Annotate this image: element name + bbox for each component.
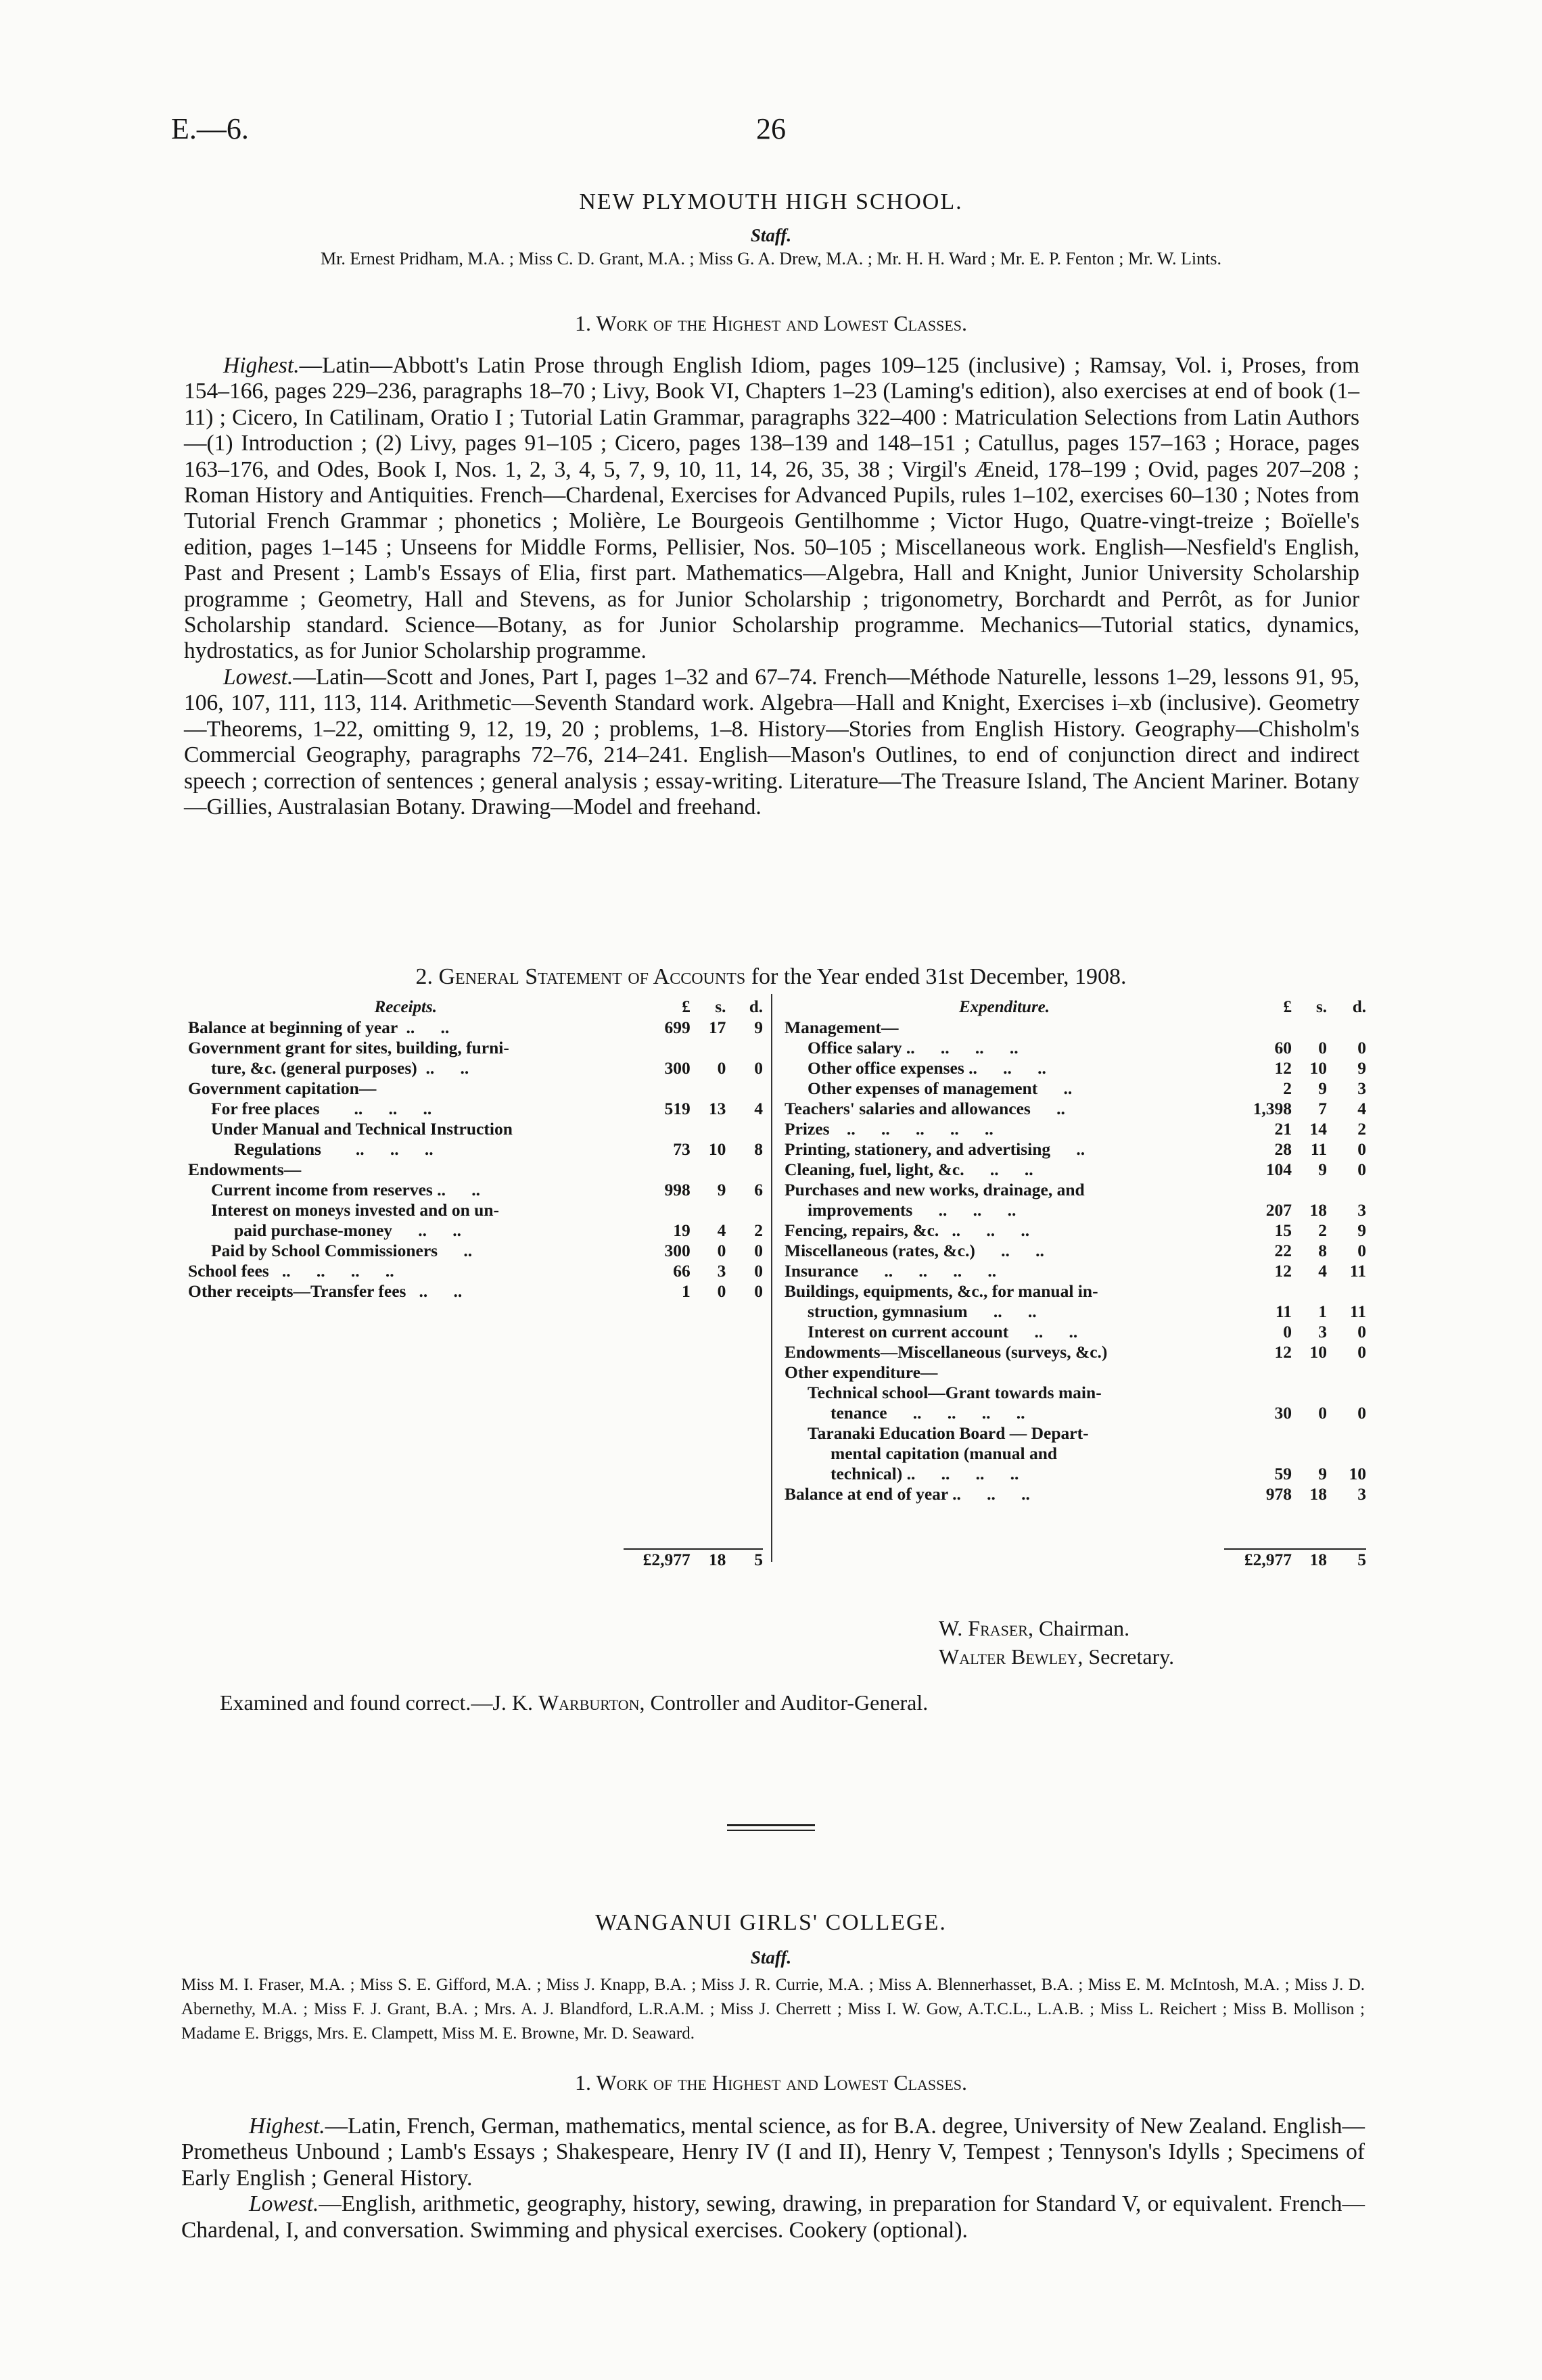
account-label: Fencing, repairs, &c. .. .. .. — [785, 1220, 1030, 1240]
expenditure-heading: Expenditure. — [958, 998, 1050, 1016]
amount-pounds: 300 — [664, 1058, 691, 1078]
account-row — [785, 1403, 1366, 1423]
amount-pounds: 519 — [664, 1099, 691, 1118]
amount-shillings: 4 — [717, 1220, 726, 1240]
amount-shillings: 10 — [1309, 1342, 1327, 1362]
account-row — [188, 1160, 763, 1180]
amount-shillings — [691, 1200, 726, 1220]
account-row — [188, 1220, 763, 1241]
amount-shillings: 3 — [717, 1261, 726, 1281]
amount-pence: 9 — [1357, 1220, 1366, 1240]
amount-pence: 0 — [1357, 1342, 1366, 1362]
expenditure-total-pounds: £2,977 — [1224, 1549, 1292, 1570]
amount-pence: 2 — [1357, 1119, 1366, 1139]
account-row — [785, 1180, 1366, 1200]
receipts-heading: Receipts. — [374, 998, 437, 1016]
account-label: Regulations .. .. .. — [234, 1139, 434, 1159]
amount-shillings: 8 — [1318, 1241, 1327, 1260]
auditor-role: , Controller and Auditor-General. — [639, 1690, 929, 1715]
account-label: Under Manual and Technical Instruction — [211, 1119, 513, 1139]
school-title-new-plymouth: NEW PLYMOUTH HIGH SCHOOL. — [579, 189, 963, 214]
amount-pounds — [1224, 1180, 1292, 1200]
amount-pence: 9 — [754, 1018, 763, 1037]
account-label: Teachers' salaries and allowances .. — [785, 1099, 1065, 1118]
amount-pence: 8 — [754, 1139, 763, 1159]
account-label: Paid by School Commissioners .. — [211, 1241, 473, 1260]
amount-pounds — [624, 1078, 691, 1099]
amount-pence: 0 — [754, 1058, 763, 1078]
amount-pounds: 59 — [1274, 1464, 1292, 1483]
amount-pounds — [1224, 1423, 1292, 1444]
account-row — [785, 1464, 1366, 1484]
account-row — [785, 1119, 1366, 1139]
amount-pence: 2 — [754, 1220, 763, 1240]
amount-shillings: 13 — [708, 1099, 726, 1118]
amount-pounds — [1224, 1383, 1292, 1403]
account-row — [785, 1484, 1366, 1504]
highest-text: —Latin, French, German, mathematics, mental science, as for B.A. degree, University of New Zealand. English—Prometheus Unbound ; Lamb's Essays ; Shakespeare, Henry IV (I and II), Henry V, Tempest ; Tennyson's Idylls ; Specimens of Early English ; General History. — [181, 2114, 1365, 2191]
account-label: improvements .. .. .. — [808, 1200, 1017, 1220]
col-pence: d. — [749, 998, 763, 1016]
account-label: Management— — [785, 1018, 899, 1037]
amount-pence — [1327, 1362, 1366, 1383]
amount-pence: 10 — [1349, 1464, 1366, 1483]
account-label: Technical school—Grant towards main- — [808, 1383, 1102, 1402]
amount-pounds: 1 — [681, 1281, 691, 1301]
account-label: Printing, stationery, and advertising .. — [785, 1139, 1085, 1159]
amount-shillings — [691, 1160, 726, 1180]
amount-shillings: 9 — [1318, 1078, 1327, 1098]
page-header — [0, 112, 1542, 152]
amount-pounds — [624, 1038, 691, 1058]
lowest-label: Lowest. — [249, 2191, 319, 2217]
amount-pence — [1327, 1018, 1366, 1038]
amount-pence: 0 — [1357, 1160, 1366, 1179]
account-row — [188, 1078, 763, 1099]
account-row — [785, 1302, 1366, 1322]
amount-shillings: 2 — [1318, 1220, 1327, 1240]
account-row — [785, 1200, 1366, 1220]
account-row — [785, 1220, 1366, 1241]
amount-shillings: 10 — [708, 1139, 726, 1159]
amount-pence: 0 — [1357, 1038, 1366, 1057]
amount-pounds — [1224, 1362, 1292, 1383]
account-row — [188, 1281, 763, 1302]
account-row — [785, 1362, 1366, 1383]
amount-pounds: 12 — [1274, 1261, 1292, 1281]
receipts-header-row — [188, 997, 763, 1018]
amount-pence — [1327, 1423, 1366, 1444]
accounts-heading — [0, 964, 1542, 990]
amount-shillings: 0 — [1318, 1038, 1327, 1057]
col-shillings: s. — [715, 998, 726, 1016]
amount-pence: 3 — [1357, 1078, 1366, 1098]
amount-pounds: 699 — [664, 1018, 691, 1037]
amount-pounds: 22 — [1274, 1241, 1292, 1260]
account-label: For free places .. .. .. — [211, 1099, 432, 1118]
amount-pounds: 0 — [1283, 1322, 1292, 1341]
amount-pounds — [1224, 1444, 1292, 1464]
amount-pounds: 21 — [1274, 1119, 1292, 1139]
lowest-paragraph — [184, 665, 1359, 820]
amount-pence — [726, 1038, 763, 1058]
amount-pounds: 104 — [1265, 1160, 1292, 1179]
accounts-divider — [771, 994, 772, 1562]
staff-list: Mr. Ernest Pridham, M.A. ; Miss C. D. Grant, M.A. ; Miss G. A. Drew, M.A. ; Mr. H. H. Ward ; Mr. E. P. Fenton ; Mr. W. Lints. — [321, 249, 1221, 268]
amount-pounds — [624, 1160, 691, 1180]
expenditure-total-shillings: 18 — [1292, 1549, 1327, 1570]
account-label: Government capitation— — [188, 1078, 377, 1098]
lowest-text: —Latin—Scott and Jones, Part I, pages 1–32 and 67–74. French—Méthode Naturelle, lessons 1–29, lessons 91, 95, 106, 107, 111, 113, 114. Arithmetic—Seventh Standard work. Algebra—Hall and Knight, Exercises i–xb (inclusive). Geometry—Theorems, 1–22, omitting 9, 12, 19, 20 ; problems, 1–8. History—Stories from English History. Geography—Chisholm's Commercial Geography, paragraphs 72–76, 214–241. English—Mason's Outlines, to end of conjunction direct and indirect speech ; correction of sentences ; general analysis ; essay-writing. Literature—The Treasure Island, The Ancient Mariner. Botany—Gillies, Australasian Botany. Drawing—Model and freehand. — [184, 664, 1359, 819]
staff-heading: Staff. — [750, 1947, 792, 1968]
lowest-label: Lowest. — [223, 664, 294, 690]
account-row — [785, 1383, 1366, 1403]
highest-paragraph — [184, 353, 1359, 665]
amount-shillings: 1 — [1318, 1302, 1327, 1321]
amount-shillings — [691, 1119, 726, 1139]
highest-paragraph — [181, 2114, 1365, 2191]
account-row — [188, 1200, 763, 1220]
col-pounds: £ — [1283, 998, 1292, 1016]
amount-shillings: 3 — [1318, 1322, 1327, 1341]
amount-pence: 0 — [1357, 1403, 1366, 1423]
account-row — [188, 1099, 763, 1119]
chairman-name: W. Fraser — [939, 1616, 1028, 1640]
accounts-heading-sc: 2. General Statement of Accounts — [415, 964, 746, 989]
account-row — [785, 1322, 1366, 1342]
amount-pounds — [1224, 1281, 1292, 1302]
amount-pence — [726, 1119, 763, 1139]
account-row — [785, 1078, 1366, 1099]
account-row — [188, 1018, 763, 1038]
amount-shillings: 4 — [1318, 1261, 1327, 1281]
highest-label: Highest. — [249, 2114, 325, 2139]
account-label: Miscellaneous (rates, &c.) .. .. — [785, 1241, 1044, 1260]
amount-shillings — [1292, 1180, 1327, 1200]
amount-shillings: 0 — [1318, 1403, 1327, 1423]
receipts-table — [188, 997, 763, 1302]
account-label: Endowments—Miscellaneous (surveys, &c.) — [785, 1342, 1108, 1362]
amount-pounds: 73 — [673, 1139, 691, 1159]
amount-pounds — [624, 1119, 691, 1139]
accounts-heading-rest: for the Year ended 31st December, 1908. — [745, 964, 1127, 989]
highest-text: —Latin—Abbott's Latin Prose through English Idiom, pages 109–125 (inclusive) ; Ramsay, Vol. i, Proses, from 154–166, pages 229–236, paragraphs 18–70 ; Livy, Book VI, Chapters 1–23 (Laming's edition), also exercises at end of book (1–11) ; Cicero, In Catilinam, Oratio I ; Tutorial Latin Grammar, paragraphs 322–400 : Matriculation Selections from Latin Authors—(1) Introduction ; (2) Livy, pages 91–105 ; Cicero, pages 138–139 and 148–151 ; Catullus, pages 157–163 ; Horace, pages 163–176, and Odes, Book I, Nos. 1, 2, 3, 4, 5, 7, 9, 10, 11, 14, 26, 35, 38 ; Virgil's Æneid, 178–199 ; Ovid, pages 207–208 ; Roman History and Antiquities. French—Chardenal, Exercises for Advanced Pupils, rules 1–102, exercises 60–130 ; Notes from Tutorial French Grammar ; phonetics ; Molière, Le Bourgeois Gentilhomme ; Victor Hugo, Quatre-vingt-treize ; Boïelle's edition, pages 1–145 ; Unseens for Middle Forms, Pellisier, Nos. 50–105 ; Miscellaneous work. English—Nesfield's English, Past and Present ; Lamb's Essays of Elia, first part. Mathematics—Algebra, Hall and Knight, Junior University Scholarship programme ; Geometry, Hall and Stevens, as for Junior Scholarship ; trigonometry, Borchardt and Perrôt, as for Junior Scholarship standard. Science—Botany, as for Junior Scholarship programme. Mechanics—Tutorial statics, dynamics, hydrostatics, as for Junior Scholarship programme. — [184, 353, 1359, 664]
amount-pence — [1327, 1180, 1366, 1200]
account-row — [188, 1241, 763, 1261]
account-row — [785, 1241, 1366, 1261]
col-pence: d. — [1352, 998, 1366, 1016]
amount-pence: 11 — [1349, 1261, 1366, 1281]
account-label: tenance .. .. .. .. — [831, 1403, 1025, 1423]
receipts-total-shillings: 18 — [691, 1549, 726, 1570]
account-row — [785, 1444, 1366, 1464]
account-row — [785, 1018, 1366, 1038]
syllabus-text — [184, 353, 1359, 820]
highest-label: Highest. — [223, 353, 300, 378]
amount-pence — [1327, 1383, 1366, 1403]
account-label: Balance at beginning of year .. .. — [188, 1018, 450, 1037]
school-title-wanganui: WANGANUI GIRLS' COLLEGE. — [595, 1910, 947, 1935]
account-label: struction, gymnasium .. .. — [808, 1302, 1037, 1321]
amount-pence — [726, 1200, 763, 1220]
amount-shillings — [691, 1038, 726, 1058]
amount-pounds: 60 — [1274, 1038, 1292, 1057]
account-label: paid purchase-money .. .. — [234, 1220, 462, 1240]
account-row — [785, 1058, 1366, 1078]
amount-pounds: 30 — [1274, 1403, 1292, 1423]
col-pounds: £ — [682, 998, 691, 1016]
lowest-text: —English, arithmetic, geography, history, sewing, drawing, in preparation for Standard V, or equivalent. French—Chardenal, I, and conversation. Swimming and physical exercises. Cookery (optional). — [181, 2191, 1365, 2243]
account-label: Other expenses of management .. — [808, 1078, 1073, 1098]
account-row — [785, 1099, 1366, 1119]
page-number: 26 — [756, 112, 786, 145]
amount-shillings: 9 — [1318, 1464, 1327, 1483]
amount-pence: 3 — [1357, 1484, 1366, 1504]
expenditure-total-table — [785, 1548, 1366, 1570]
account-label: technical) .. .. .. .. — [831, 1464, 1019, 1483]
amount-pounds: 2 — [1283, 1078, 1292, 1098]
amount-pence — [1327, 1281, 1366, 1302]
lowest-paragraph — [181, 2191, 1365, 2243]
receipts-total-table — [188, 1548, 763, 1570]
expenditure-total-row — [785, 1549, 1366, 1570]
account-label: Balance at end of year .. .. .. — [785, 1484, 1030, 1504]
signature-chairman — [939, 1616, 1129, 1641]
secretary-role: , Secretary. — [1077, 1644, 1175, 1669]
amount-pence: 4 — [754, 1099, 763, 1118]
account-label: mental capitation (manual and — [831, 1444, 1058, 1463]
amount-pounds: 28 — [1274, 1139, 1292, 1159]
amount-shillings — [1292, 1362, 1327, 1383]
staff-list: Miss M. I. Fraser, M.A. ; Miss S. E. Gifford, M.A. ; Miss J. Knapp, B.A. ; Miss J. R. Currie, M.A. ; Miss A. Blennerhasset, B.A. ; Miss E. M. McIntosh, M.A. ; Miss J. D. Abernethy, M.A. ; Miss F. J. Grant, B.A. ; Mrs. A. J. Blandford, L.R.A.M. ; Miss J. Cherrett ; Miss I. W. Gow, A.T.C.L., L.A.B. ; Miss L. Reichert ; Miss B. Mollison ; Madame E. Briggs, Mrs. E. Clampett, Miss M. E. Browne, Mr. D. Seaward. — [181, 1976, 1365, 2043]
signature-secretary — [939, 1644, 1174, 1669]
account-row — [188, 1058, 763, 1078]
syllabus-text — [181, 2114, 1365, 2243]
account-row — [785, 1160, 1366, 1180]
receipts-total-row — [188, 1549, 763, 1570]
account-label: Prizes .. .. .. .. .. — [785, 1119, 994, 1139]
account-label: Interest on moneys invested and on un- — [211, 1200, 500, 1220]
report-reference: E.—6. — [171, 112, 249, 145]
account-label: Interest on current account .. .. — [808, 1322, 1078, 1341]
account-label: Taranaki Education Board — Depart- — [808, 1423, 1089, 1443]
amount-shillings: 18 — [1309, 1484, 1327, 1504]
amount-pounds: 19 — [673, 1220, 691, 1240]
account-row — [785, 1038, 1366, 1058]
account-row — [785, 1281, 1366, 1302]
section-heading-work: 1. Work of the Highest and Lowest Classes. — [574, 2070, 968, 2095]
secretary-name: Walter Bewley — [939, 1644, 1078, 1669]
amount-shillings: 0 — [717, 1281, 726, 1301]
amount-pounds: 12 — [1274, 1342, 1292, 1362]
amount-shillings: 11 — [1310, 1139, 1327, 1159]
amount-pounds: 207 — [1265, 1200, 1292, 1220]
amount-pence — [726, 1078, 763, 1099]
receipts-total-pounds: £2,977 — [624, 1549, 691, 1570]
amount-pence: 0 — [754, 1261, 763, 1281]
audit-statement — [220, 1690, 928, 1715]
amount-shillings: 0 — [717, 1241, 726, 1260]
chairman-role: , Chairman. — [1027, 1616, 1130, 1640]
amount-shillings: 17 — [708, 1018, 726, 1037]
account-label: Buildings, equipments, &c., for manual in- — [785, 1281, 1098, 1301]
audit-text: Examined and found correct.—J. K. — [220, 1690, 538, 1715]
receipts-total-pence: 5 — [726, 1549, 763, 1570]
account-row — [785, 1423, 1366, 1444]
account-label: Current income from reserves .. .. — [211, 1180, 480, 1199]
section-divider-lower — [727, 1830, 815, 1831]
amount-pounds: 998 — [664, 1180, 691, 1199]
amount-shillings: 7 — [1318, 1099, 1327, 1118]
amount-pence: 0 — [754, 1281, 763, 1301]
amount-pence: 0 — [1357, 1322, 1366, 1341]
account-label: ture, &c. (general purposes) .. .. — [211, 1058, 469, 1078]
amount-shillings: 18 — [1309, 1200, 1327, 1220]
amount-pence: 11 — [1349, 1302, 1366, 1321]
amount-pence: 0 — [1357, 1139, 1366, 1159]
expenditure-total-pence: 5 — [1327, 1549, 1366, 1570]
amount-shillings: 10 — [1309, 1058, 1327, 1078]
section-divider — [727, 1824, 815, 1826]
amount-shillings: 14 — [1309, 1119, 1327, 1139]
account-row — [785, 1139, 1366, 1160]
account-label: Cleaning, fuel, light, &c. .. .. — [785, 1160, 1033, 1179]
amount-pounds: 66 — [673, 1261, 691, 1281]
account-label: Government grant for sites, building, furni- — [188, 1038, 509, 1057]
expenditure-header-row — [785, 997, 1366, 1018]
account-label: Endowments— — [188, 1160, 302, 1179]
col-shillings: s. — [1316, 998, 1327, 1016]
account-label: School fees .. .. .. .. — [188, 1261, 394, 1281]
amount-pence — [726, 1160, 763, 1180]
amount-shillings: 9 — [1318, 1160, 1327, 1179]
amount-pounds: 12 — [1274, 1058, 1292, 1078]
account-row — [188, 1180, 763, 1200]
amount-pounds — [624, 1200, 691, 1220]
amount-shillings — [1292, 1423, 1327, 1444]
amount-pence: 3 — [1357, 1200, 1366, 1220]
amount-pounds: 300 — [664, 1241, 691, 1260]
amount-shillings — [1292, 1018, 1327, 1038]
amount-shillings — [1292, 1383, 1327, 1403]
amount-shillings: 9 — [717, 1180, 726, 1199]
amount-pence: 0 — [754, 1241, 763, 1260]
account-row — [188, 1139, 763, 1160]
account-row — [785, 1261, 1366, 1281]
amount-pence — [1327, 1444, 1366, 1464]
section-heading-work: 1. Work of the Highest and Lowest Classes. — [574, 311, 968, 335]
expenditure-table — [785, 997, 1366, 1504]
amount-pounds: 15 — [1274, 1220, 1292, 1240]
account-row — [188, 1119, 763, 1139]
account-row — [785, 1342, 1366, 1362]
amount-pence: 0 — [1357, 1241, 1366, 1260]
account-label: Purchases and new works, drainage, and — [785, 1180, 1085, 1199]
amount-pounds: 1,398 — [1253, 1099, 1292, 1118]
account-label: Other receipts—Transfer fees .. .. — [188, 1281, 463, 1301]
account-label: Insurance .. .. .. .. — [785, 1261, 997, 1281]
account-label: Office salary .. .. .. .. — [808, 1038, 1019, 1057]
amount-shillings — [1292, 1281, 1327, 1302]
amount-pence: 4 — [1357, 1099, 1366, 1118]
account-label: Other office expenses .. .. .. — [808, 1058, 1046, 1078]
amount-shillings — [1292, 1444, 1327, 1464]
amount-pence: 9 — [1357, 1058, 1366, 1078]
account-label: Other expenditure— — [785, 1362, 938, 1382]
amount-pounds — [1224, 1018, 1292, 1038]
account-row — [188, 1261, 763, 1281]
amount-pounds: 11 — [1275, 1302, 1292, 1321]
amount-shillings: 0 — [717, 1058, 726, 1078]
amount-pence: 6 — [754, 1180, 763, 1199]
amount-shillings — [691, 1078, 726, 1099]
auditor-name: Warburton — [538, 1690, 640, 1715]
amount-pounds: 978 — [1265, 1484, 1292, 1504]
staff-heading: Staff. — [750, 225, 792, 245]
account-row — [188, 1038, 763, 1058]
